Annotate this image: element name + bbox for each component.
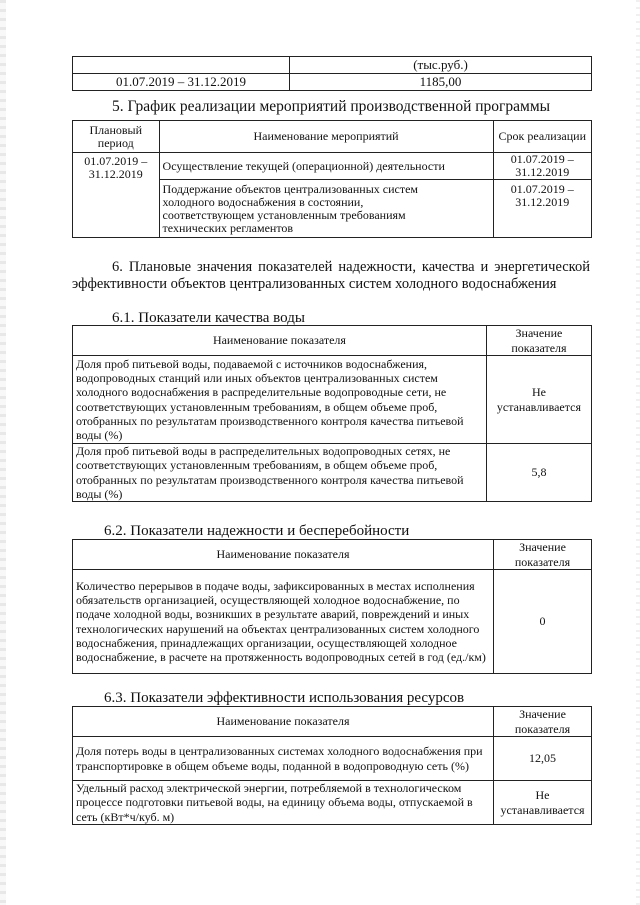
financing-amount: 1185,00 [290,74,592,91]
reliability-row-value: 0 [494,570,592,674]
reliability-row-name: Количество перерывов в подаче воды, зафиксированных в местах исполнения обязательств организацией, осуществляющей холодное водоснабжение, по подаче холодной воды, возникших в результате аварий, повреждений и иных технологических нарушений на объектах централизованных систем холодного водоснабжения, принадлежащих организации, осуществляющей холодное водоснабжение, в расчете на протяженность водопроводных сетей в год (ед./км) [73,570,494,674]
efficiency-row-name: Удельный расход электрической энергии, потребляемой в технологическом процессе подготовки питьевой воды, на единицу объема воды, отпускаемой в сеть (кВт*ч/куб. м) [73,781,494,825]
financing-empty-cell [73,57,290,74]
efficiency-header-name: Наименование показателя [73,707,494,737]
schedule-header-term: Срок реализации [493,121,591,153]
schedule-row-term: 01.07.2019 – 31.12.2019 [493,180,591,238]
schedule-row-name: Поддержание объектов централизованных систем холодного водоснабжения в состоянии, соответствующем установленным требованиям технических регламентов [159,180,493,238]
section62-title: 6.2. Показатели надежности и бесперебойности [104,523,410,539]
section5-title: 5. График реализации мероприятий производственной программы [112,98,551,115]
quality-header-name: Наименование показателя [73,326,487,356]
section6-intro: 6. Плановые значения показателей надежности, качества и энергетической эффективности объектов централизованных систем холодного водоснабжения [72,259,590,292]
quality-row-name: Доля проб питьевой воды в распределительных водопроводных сетях, не соответствующих установленным требованиям, в общем объеме проб, отобранных по результатам производственного контроля качества питьевой воды (%) [73,444,487,502]
section63-title: 6.3. Показатели эффективности использования ресурсов [104,690,465,706]
efficiency-row-value: Не устанавливается [494,781,592,825]
efficiency-table [72,706,592,825]
reliability-table [72,539,592,674]
financing-unit: (тыс.руб.) [290,57,592,74]
schedule-row-term: 01.07.2019 – 31.12.2019 [493,153,591,180]
scan-edge-left [0,0,6,905]
schedule-header-name: Наименование мероприятий [159,121,493,153]
quality-table [72,325,592,502]
efficiency-row-name: Доля потерь воды в централизованных системах холодного водоснабжения при транспортировке в общем объеме воды, поданной в водопроводную сеть (%) [73,737,494,781]
efficiency-header-value: Значение показателя [494,707,592,737]
financing-period: 01.07.2019 – 31.12.2019 [73,74,290,91]
quality-row-value: Не устанавливается [486,356,591,444]
schedule-header-period: Плановый период [73,121,160,153]
reliability-header-value: Значение показателя [494,540,592,570]
reliability-header-name: Наименование показателя [73,540,494,570]
financing-table [72,56,592,91]
quality-row-name: Доля проб питьевой воды, подаваемой с источников водоснабжения, водопроводных станций или иных объектов централизованных систем холодного водоснабжения в распределительные водопроводные сети, не соответствующих установленным требованиям, в общем объеме проб, отобранных по результатам производственного контроля качества питьевой воды (%) [73,356,487,444]
schedule-table [72,120,592,238]
scan-edge-right [636,0,640,905]
schedule-row-name: Осуществление текущей (операционной) деятельности [159,153,493,180]
quality-header-value: Значение показателя [486,326,591,356]
quality-row-value: 5,8 [486,444,591,502]
section61-title: 6.1. Показатели качества воды [112,310,305,326]
efficiency-row-value: 12,05 [494,737,592,781]
schedule-period: 01.07.2019 – 31.12.2019 [73,153,160,238]
